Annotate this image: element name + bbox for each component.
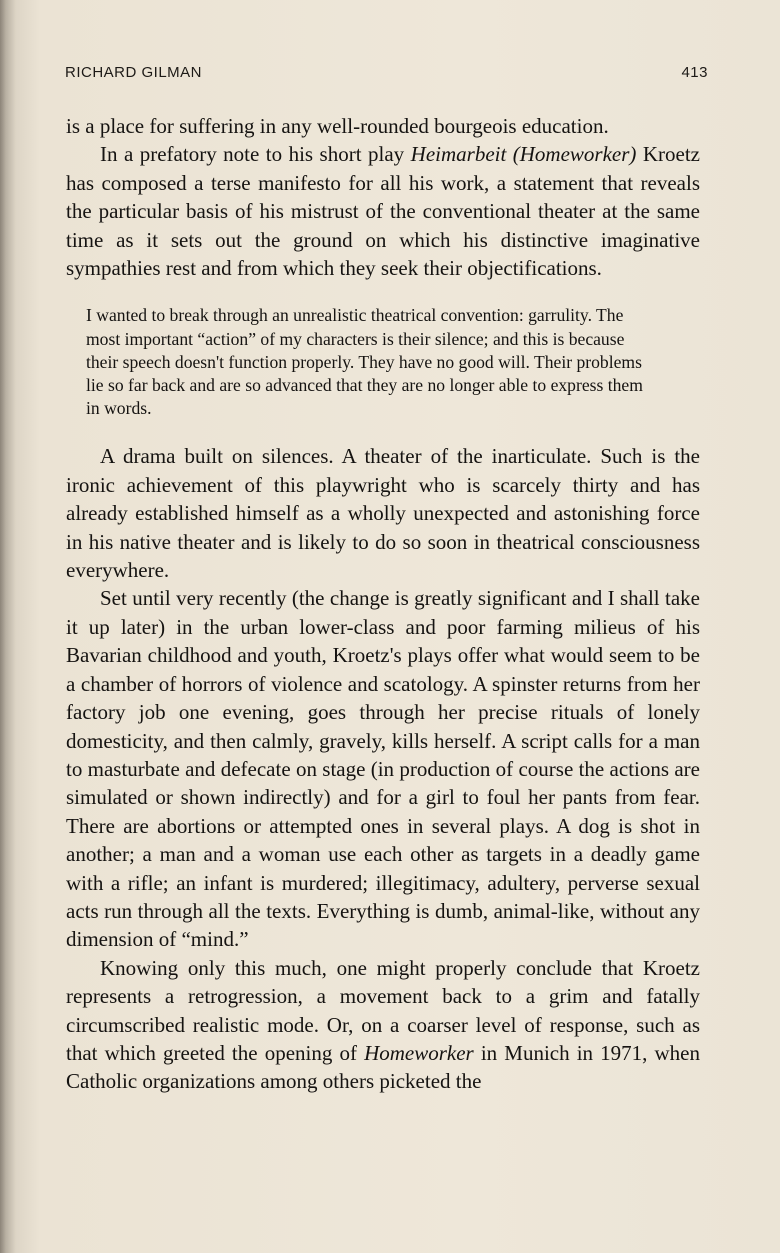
play-title: Homeworker <box>364 1040 474 1065</box>
paragraph-prefatory-note <box>66 140 700 282</box>
paragraph-text: Knowing only this much, one might properly conclude that Kroetz represents a retrogression, a movement back to a grim and fatally circumscribed realistic mode. Or, on a coarser level of response, such as that which greeted the opening of <box>66 955 700 1065</box>
quote-text: I wanted to break through an unrealistic theatrical convention: garrulity. The most important “action” of my characters is their silence; and this is because their speech doesn't function properly. They have no good will. Their problems lie so far back and are so advanced that they are no longer able to express them in words. <box>86 305 643 419</box>
paragraph-retrogression <box>66 954 700 1096</box>
paragraph-text: In a prefatory note to his short play <box>100 142 411 167</box>
paragraph-drama-of-silences: A drama built on silences. A theater of the inarticulate. Such is the ironic achievement of this playwright who is scarcely thirty and has already established himself as a wholly unexpected and astonishing force in his native theater and is likely to do so soon in theatrical consciousness everywhere. <box>66 444 700 583</box>
paragraph-text: Kroetz has composed a terse manifesto for all his work, a statement that reveals the particular basis of his mistrust of the conventional theater at the same time as it sets out the ground on which his distinctive imaginative sympathies rest and from which they seek their objectifications. <box>66 142 701 281</box>
paragraph-text: in Munich in 1971, when Catholic organizations among others picketed the <box>66 1040 700 1094</box>
paragraph-bavarian-milieus: Set until very recently (the change is greatly significant and I shall take it up later) in the urban lower-class and poor farming milieus of his Bavarian childhood and youth, Kroetz's plays offer what would seem to be a chamber of horrors of violence and scatology. A spinster returns from her factory job one evening, goes through her precise rituals of lonely domesticity, and then calmly, gravely, kills herself. A script calls for a man to masturbate and defecate on stage (in production of course the actions are simulated or shown indirectly) and for a girl to foul her pants from fear. There are abortions or attempted ones in several plays. A dog is shot in another; a man and a woman use each other as targets in a deadly game with a rifle; an infant is murdered; illegitimacy, adultery, perverse sexual acts run through all the texts. Everything is dumb, animal-like, without any dimension of “mind.” <box>66 586 700 952</box>
body-text <box>66 112 700 1096</box>
running-head <box>65 64 708 81</box>
author-header: RICHARD GILMAN <box>65 64 203 81</box>
paragraph-continuation: is a place for suffering in any well-rounded bourgeois education. <box>66 114 609 138</box>
page-number: 413 <box>681 64 708 81</box>
play-title: Heimarbeit (Homeworker) <box>410 142 637 167</box>
block-quote <box>86 304 646 420</box>
